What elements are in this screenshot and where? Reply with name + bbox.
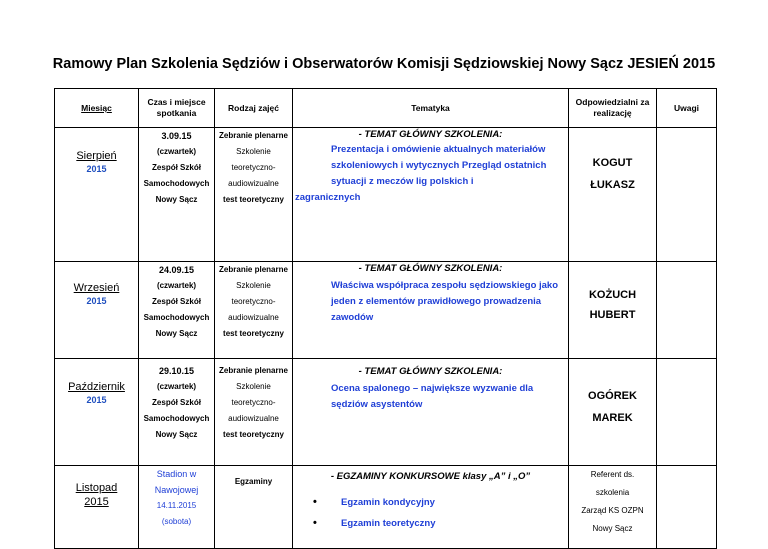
training-plan-table: [54, 88, 717, 549]
kind-line: teoretyczno-: [231, 297, 276, 306]
responsible-line: szkolenia: [595, 488, 630, 497]
kind-line: Zebranie plenarne: [219, 265, 288, 274]
meeting-place: Zespół Szkół: [152, 297, 201, 306]
table-row: [55, 128, 717, 262]
kind-line: Szkolenie: [236, 281, 271, 290]
month-year: 2015: [86, 164, 107, 174]
responsible-line: Nowy Sącz: [592, 524, 633, 533]
kind-cell: [215, 466, 293, 549]
kind-line: Szkolenie: [236, 147, 271, 156]
kind-line: audiowizualne: [228, 179, 279, 188]
kind-cell: [215, 262, 293, 359]
kind-line: Zebranie plenarne: [219, 366, 288, 375]
meeting-city: Nowy Sącz: [155, 329, 198, 338]
kind-line: teoretyczno-: [231, 163, 276, 172]
kind-line: Egzaminy: [234, 477, 273, 486]
month-year: 2015: [84, 496, 109, 508]
kind-cell: [215, 128, 293, 262]
header-time-place: Czas i miejsce spotkania: [139, 89, 215, 128]
kind-line: Zebranie plenarne: [219, 131, 288, 140]
meeting-place: Samochodowych: [143, 313, 210, 322]
meeting-date: 14.11.2015: [156, 501, 197, 510]
month-name: Sierpień: [76, 150, 117, 162]
notes-cell: [657, 262, 717, 359]
kind-line: test teoretyczny: [223, 195, 284, 204]
header-row: [55, 89, 717, 128]
kind-line: test teoretyczny: [223, 329, 284, 338]
page-title: Ramowy Plan Szkolenia Sędziów i Obserwatorów Komisji Sędziowskiej Nowy Sącz JESIEŃ 2015: [52, 56, 716, 72]
topic-heading: - EGZAMINY KONKURSOWE klasy „A” i „O”: [330, 471, 531, 482]
responsible-name: KOGUT: [592, 157, 633, 169]
meeting-weekday: (czwartek): [156, 382, 197, 391]
meeting-date: 29.10.15: [158, 366, 195, 376]
responsible-name: KOŻUCH: [588, 289, 637, 301]
meeting-place: Samochodowych: [143, 179, 210, 188]
topic-heading: - TEMAT GŁÓWNY SZKOLENIA:: [358, 366, 503, 377]
table-row: [55, 466, 717, 549]
month-cell: [55, 128, 139, 262]
responsible-name: OGÓREK: [588, 390, 637, 402]
kind-line: test teoretyczny: [223, 430, 284, 439]
topic-heading: - TEMAT GŁÓWNY SZKOLENIA:: [358, 263, 503, 274]
meeting-place: Zespół Szkół: [152, 398, 201, 407]
meeting-weekday: (czwartek): [156, 281, 197, 290]
kind-line: Szkolenie: [236, 382, 271, 391]
month-cell: [55, 262, 139, 359]
time-place-cell: [139, 128, 215, 262]
list-item: • Egzamin kondycyjny: [313, 492, 568, 513]
topic-cell: [293, 359, 569, 466]
kind-line: audiowizualne: [228, 414, 279, 423]
responsible-cell: [569, 128, 657, 262]
topic-cell: [293, 466, 569, 549]
topic-cell: [293, 128, 569, 262]
meeting-weekday: (czwartek): [156, 147, 197, 156]
meeting-date: 3.09.15: [161, 131, 192, 141]
topic-heading: - TEMAT GŁÓWNY SZKOLENIA:: [358, 129, 503, 140]
topic-cell: [293, 262, 569, 359]
header-topic: Tematyka: [293, 89, 569, 128]
list-item: • Egzamin teoretyczny: [313, 513, 568, 534]
meeting-place: Samochodowych: [143, 414, 210, 423]
month-name: Wrzesień: [73, 282, 120, 294]
topic-text: Prezentacja i omówienie aktualnych materiałów szkoleniowych i wytycznych Przegląd ostatnich sytuacji z meczów lig polskich i: [331, 144, 547, 187]
kind-cell: [215, 359, 293, 466]
responsible-name: ŁUKASZ: [590, 179, 635, 191]
notes-cell: [657, 128, 717, 262]
notes-cell: [657, 359, 717, 466]
topic-text: Ocena spalonego – największe wyzwanie dla sędziów asystentów: [331, 383, 534, 410]
topic-text: Właściwa współpraca zespołu sędziowskiego jako jeden z elementów prawidłowego prowadzenia zawodów: [331, 280, 559, 323]
time-place-cell: [139, 359, 215, 466]
topic-text-tail: zagranicznych: [295, 192, 361, 203]
meeting-place: Zespół Szkół: [152, 163, 201, 172]
header-responsible: Odpowiedzialni za realizację: [569, 89, 657, 128]
month-year: 2015: [86, 395, 107, 405]
header-kind: Rodzaj zajęć: [215, 89, 293, 128]
month-cell: [55, 359, 139, 466]
meeting-city: Nowy Sącz: [155, 195, 198, 204]
month-cell: [55, 466, 139, 549]
responsible-line: Zarząd KS OZPN: [581, 506, 644, 515]
responsible-cell: [569, 262, 657, 359]
exam-list: [293, 492, 568, 534]
kind-line: audiowizualne: [228, 313, 279, 322]
month-name: Październik: [68, 381, 125, 393]
responsible-name: MAREK: [592, 412, 633, 424]
meeting-weekday: (sobota): [161, 517, 192, 526]
responsible-cell: [569, 466, 657, 549]
meeting-date: 24.09.15: [158, 265, 195, 275]
kind-line: teoretyczno-: [231, 398, 276, 407]
meeting-place: Nawojowej: [154, 485, 199, 495]
header-month: Miesiąc: [55, 89, 139, 128]
meeting-place: Stadion w: [156, 469, 197, 479]
meeting-city: Nowy Sącz: [155, 430, 198, 439]
header-notes: Uwagi: [657, 89, 717, 128]
responsible-cell: [569, 359, 657, 466]
responsible-line: Referent ds.: [590, 470, 635, 479]
month-year: 2015: [86, 296, 107, 306]
table-row: [55, 359, 717, 466]
notes-cell: [657, 466, 717, 549]
month-name: Listopad: [75, 482, 118, 494]
time-place-cell: [139, 466, 215, 549]
time-place-cell: [139, 262, 215, 359]
table-row: [55, 262, 717, 359]
responsible-name: HUBERT: [589, 309, 636, 321]
